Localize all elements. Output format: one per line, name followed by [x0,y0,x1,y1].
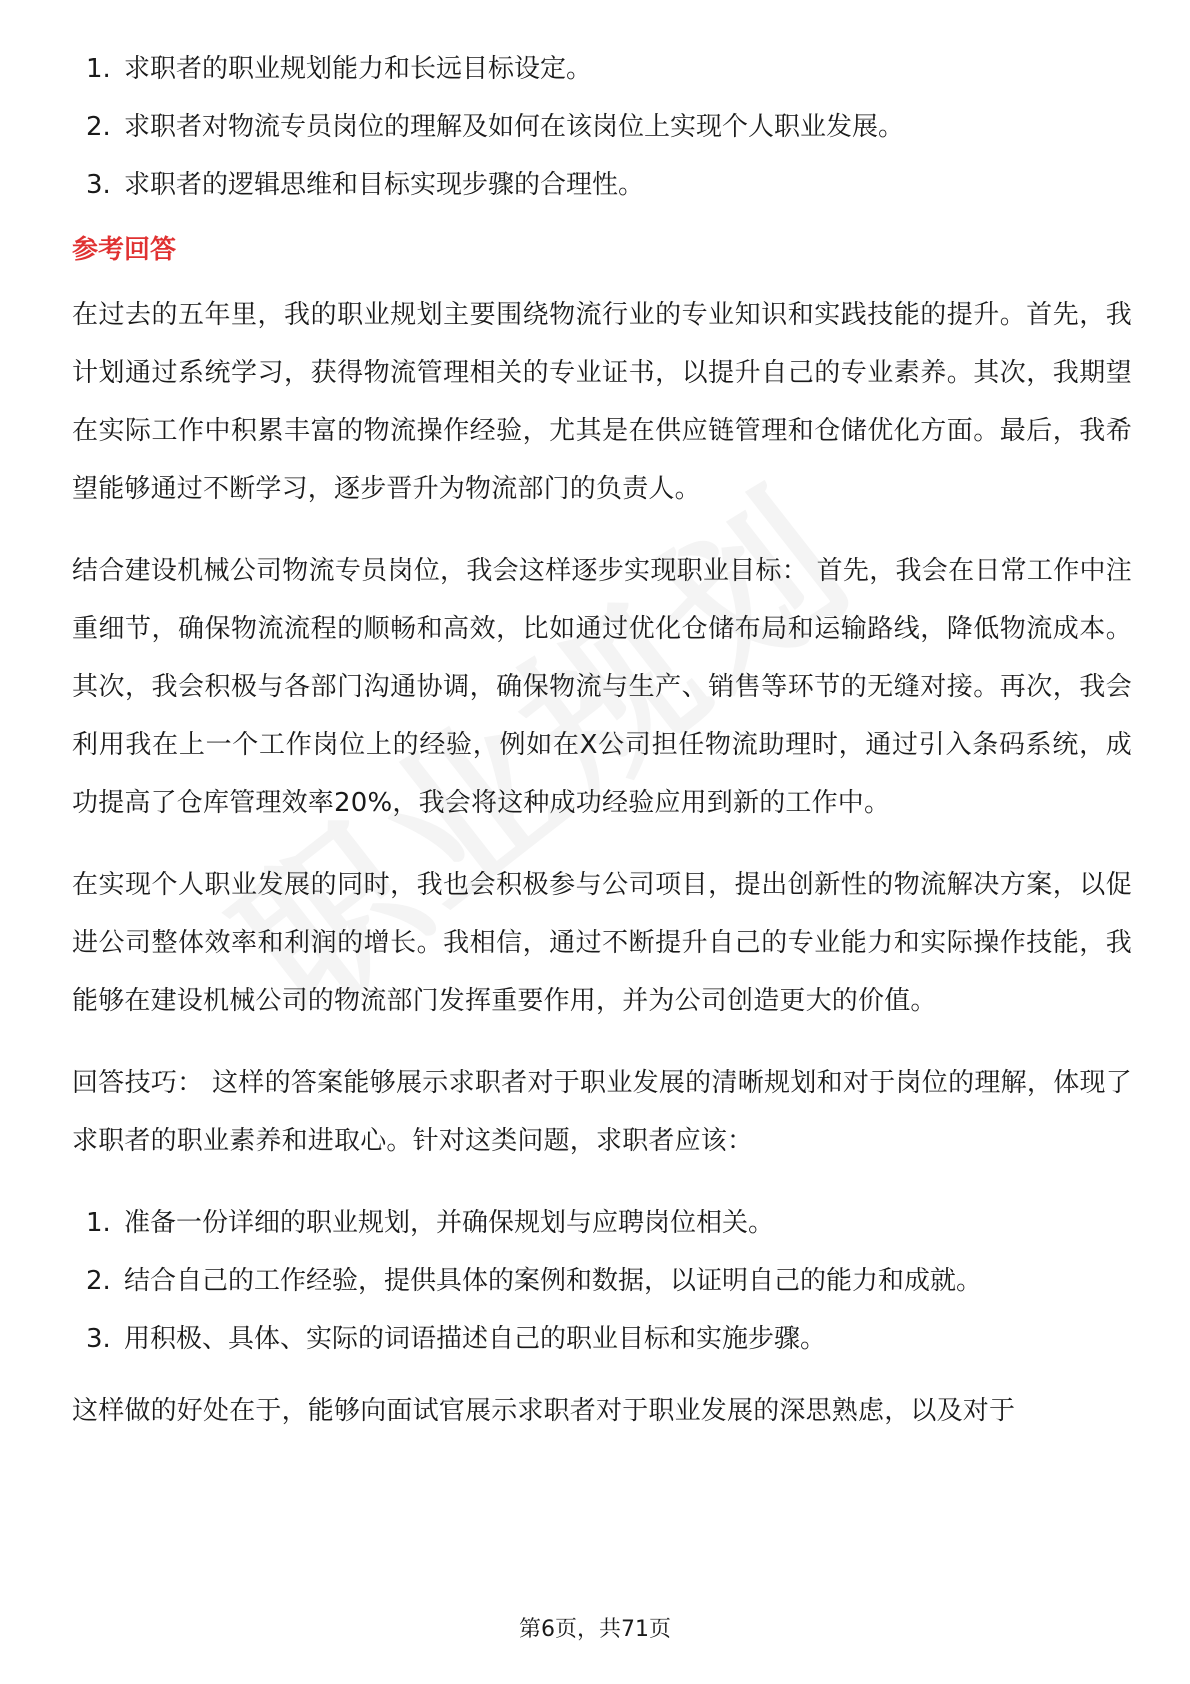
tips-list [72,1194,1132,1368]
list-item-number: 1. [86,1208,111,1238]
list-item-text: 求职者对物流专员岗位的理解及如何在该岗位上实现个人职业发展。 [124,112,905,142]
paragraph-steps: 结合建设机械公司物流专员岗位，我会这样逐步实现职业目标： 首先，我会在日常工作中注重细节，确保物流流程的顺畅和高效，比如通过优化仓储布局和运输路线，降低物流成本。其次，我会积极与各部门沟通协调，确保物流与生产、销售等环节的无缝对接。再次，我会利用我在上一个工作岗位上的经验，例如在X公司担任物流助理时，通过引入条码系统，成功提高了仓库管理效率20%，我会将这种成功经验应用到新的工作中。 [72,556,1132,818]
list-item-number: 1. [86,54,111,84]
list-item [72,1252,1132,1310]
list-item-text: 用积极、具体、实际的词语描述自己的职业目标和实施步骤。 [124,1324,827,1354]
list-item-number: 3. [86,170,111,200]
list-item-number: 2. [86,112,111,142]
list-item-text: 结合自己的工作经验，提供具体的案例和数据，以证明自己的能力和成就。 [124,1266,983,1296]
paragraph-tips-intro: 回答技巧： 这样的答案能够展示求职者对于职业发展的清晰规划和对于岗位的理解，体现了求职者的职业素养和进取心。针对这类问题，求职者应该： [72,1068,1132,1156]
list-item [72,1194,1132,1252]
top-question-list [72,40,1132,214]
list-item [72,40,1132,98]
list-item-number: 2. [86,1266,111,1296]
list-item-text: 准备一份详细的职业规划，并确保规划与应聘岗位相关。 [124,1208,775,1238]
page-footer: 第6页，共71页 [519,1617,671,1642]
paragraph-contribution: 在实现个人职业发展的同时，我也会积极参与公司项目，提出创新性的物流解决方案，以促进公司整体效率和利润的增长。我相信，通过不断提升自己的专业能力和实际操作技能，我能够在建设机械公司的物流部门发挥重要作用，并为公司创造更大的价值。 [72,870,1132,1016]
paragraph-career-plan: 在过去的五年里，我的职业规划主要围绕物流行业的专业知识和实践技能的提升。首先，我计划通过系统学习，获得物流管理相关的专业证书，以提升自己的专业素养。其次，我期望在实际工作中积累丰富的物流操作经验，尤其是在供应链管理和仓储优化方面。最后，我希望能够通过不断学习，逐步晋升为物流部门的负责人。 [72,300,1132,504]
list-item [72,98,1132,156]
document-page [72,40,1132,1464]
list-item-text: 求职者的逻辑思维和目标实现步骤的合理性。 [124,170,645,200]
list-item-text: 求职者的职业规划能力和长远目标设定。 [124,54,593,84]
list-item [72,1310,1132,1368]
paragraph-final: 这样做的好处在于，能够向面试官展示求职者对于职业发展的深思熟虑，以及对于 [72,1396,1016,1426]
list-item [72,156,1132,214]
list-item-number: 3. [86,1324,111,1354]
section-heading: 参考回答 [72,235,177,265]
